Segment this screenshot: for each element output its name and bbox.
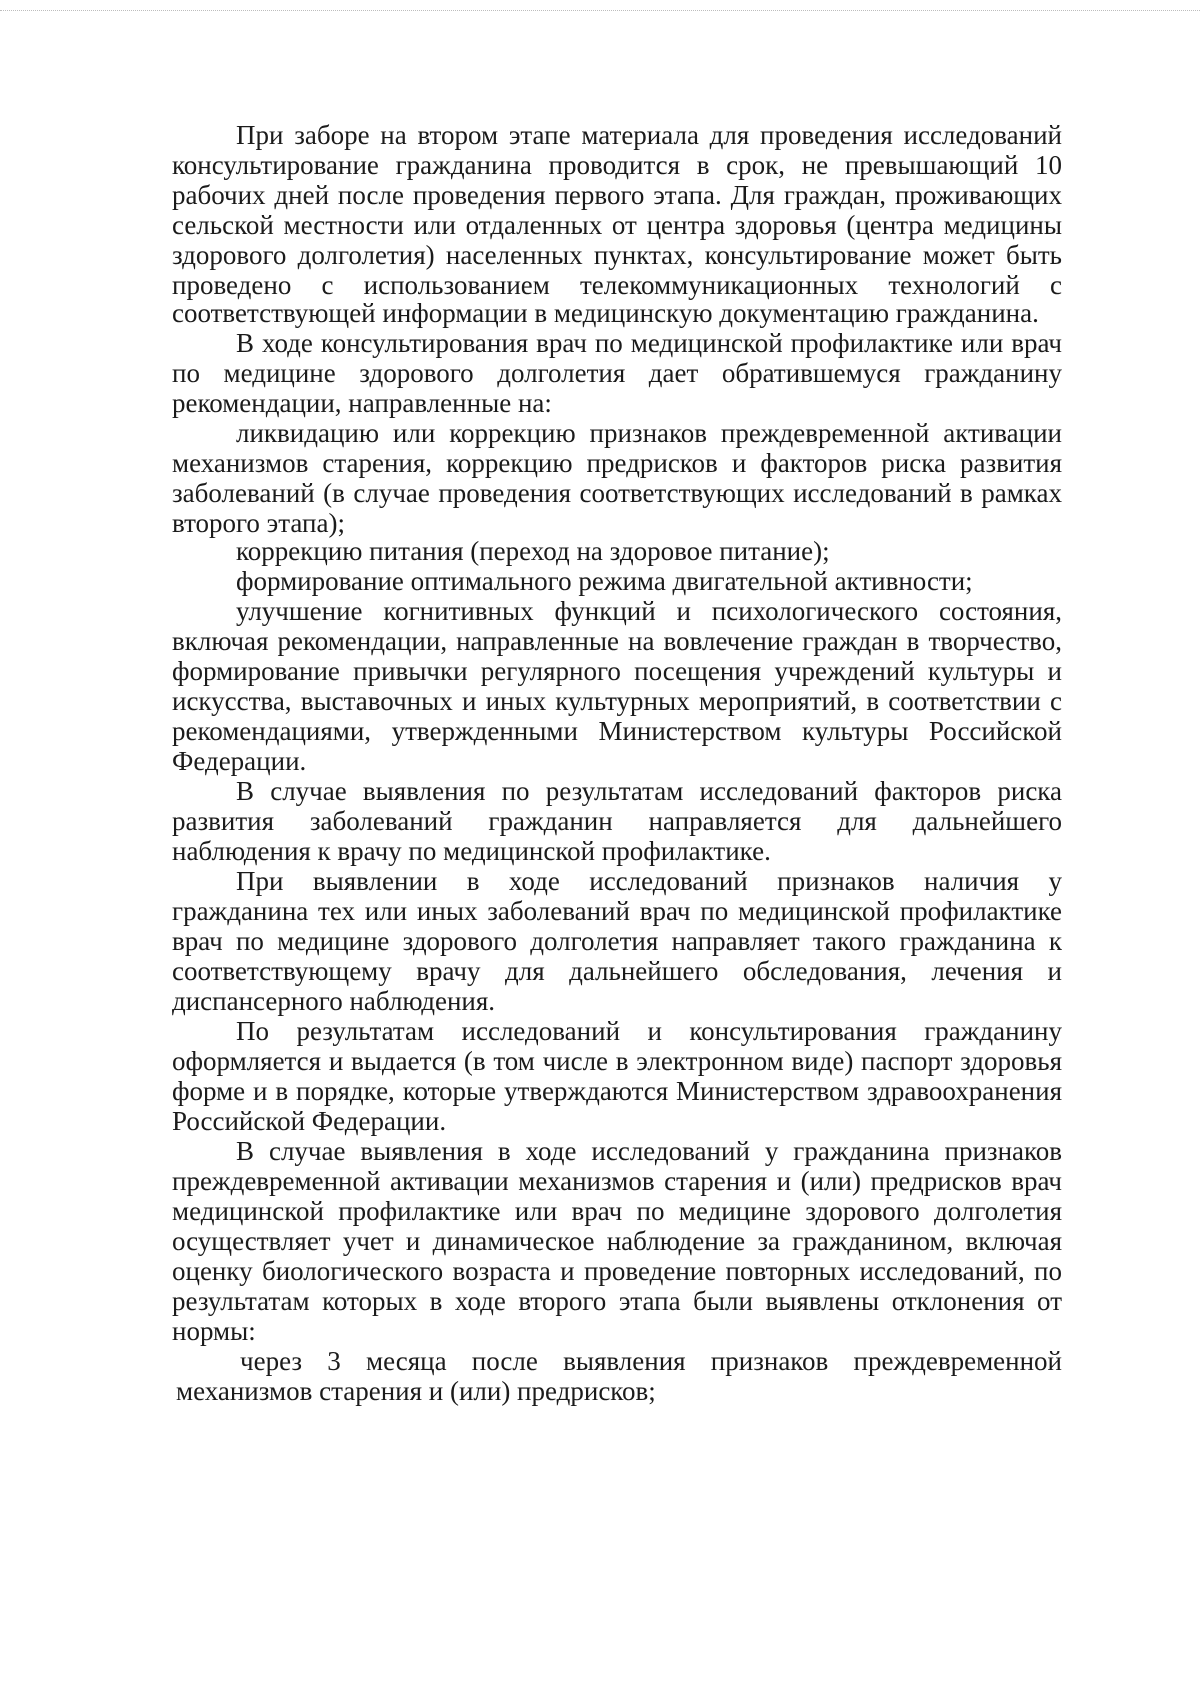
text-line: гражданина тех или иных заболеваний врач по медицинской профилактике — [172, 896, 1062, 926]
text-line: врач по медицине здорового долголетия направляет такого гражданина к — [172, 926, 1062, 956]
text-line: оценку биологического возраста и проведение повторных исследований, по — [172, 1256, 1062, 1286]
text-line: рабочих дней после проведения первого этапа. Для граждан, проживающих — [172, 180, 1062, 210]
text-line: осуществляет учет и динамическое наблюдение за гражданином, включая — [172, 1226, 1062, 1256]
text-line: искусства, выставочных и иных культурных мероприятий, в соответствии с — [172, 686, 1062, 716]
text-line: через 3 месяца после выявления признаков преждевременной — [240, 1346, 1062, 1376]
text-line: форме и в порядке, которые утверждаются Министерством здравоохранения — [172, 1076, 1062, 1106]
text-line: формирование оптимального режима двигательной активности; — [236, 566, 973, 596]
text-line: рекомендациями, утвержденными Министерством культуры Российской — [172, 716, 1062, 746]
text-line: по медицине здорового долголетия дает обратившемуся гражданину — [172, 358, 1062, 388]
text-line: соответствующей информации в медицинскую документацию гражданина. — [172, 298, 1039, 328]
text-line: формирование привычки регулярного посещения учреждений культуры и — [172, 656, 1062, 686]
text-line: улучшение когнитивных функций и психологического состояния, — [236, 596, 1062, 626]
text-line: Федерации. — [172, 746, 307, 776]
text-line: рекомендации, направленные на: — [172, 388, 552, 418]
text-line: проведено с использованием телекоммуникационных технологий с — [172, 270, 1062, 300]
text-line: В случае выявления в ходе исследований у гражданина признаков — [236, 1136, 1062, 1166]
text-line: При заборе на втором этапе материала для проведения исследований — [236, 120, 1062, 150]
text-line: консультирование гражданина проводится в срок, не превышающий 10 — [172, 150, 1062, 180]
text-line: В случае выявления по результатам исследований факторов риска — [236, 776, 1062, 806]
text-line: ликвидацию или коррекцию признаков преждевременной активации — [236, 418, 1062, 448]
text-line: преждевременной активации механизмов старения и (или) предрисков врач — [172, 1166, 1062, 1196]
text-line: здорового долголетия) населенных пунктах, консультирование может быть — [172, 240, 1062, 270]
text-line: заболеваний (в случае проведения соответствующих исследований в рамках — [172, 478, 1062, 508]
text-line: механизмов старения, коррекцию предрисков и факторов риска развития — [172, 448, 1062, 478]
text-line: оформляется и выдается (в том числе в электронном виде) паспорт здоровья — [172, 1046, 1062, 1076]
text-line: медицинской профилактике или врач по медицине здорового долголетия — [172, 1196, 1062, 1226]
text-line: Российской Федерации. — [172, 1106, 447, 1136]
text-line: соответствующему врачу для дальнейшего обследования, лечения и — [172, 956, 1062, 986]
text-line: результатам которых в ходе второго этапа были выявлены отклонения от — [172, 1286, 1062, 1316]
text-line: коррекцию питания (переход на здоровое питание); — [236, 536, 830, 566]
text-line: механизмов старения и (или) предрисков; — [176, 1376, 656, 1406]
text-line: включая рекомендации, направленные на вовлечение граждан в творчество, — [172, 626, 1062, 656]
text-line: наблюдения к врачу по медицинской профилактике. — [172, 836, 771, 866]
text-line: В ходе консультирования врач по медицинской профилактике или врач — [236, 328, 1062, 358]
text-line: диспансерного наблюдения. — [172, 986, 496, 1016]
text-line: второго этапа); — [172, 508, 345, 538]
text-line: По результатам исследований и консультирования гражданину — [236, 1016, 1062, 1046]
text-line: развития заболеваний гражданин направляется для дальнейшего — [172, 806, 1062, 836]
text-line: сельской местности или отдаленных от центра здоровья (центра медицины — [172, 210, 1062, 240]
text-line: При выявлении в ходе исследований признаков наличия у — [236, 866, 1062, 896]
text-line: нормы: — [172, 1316, 256, 1346]
